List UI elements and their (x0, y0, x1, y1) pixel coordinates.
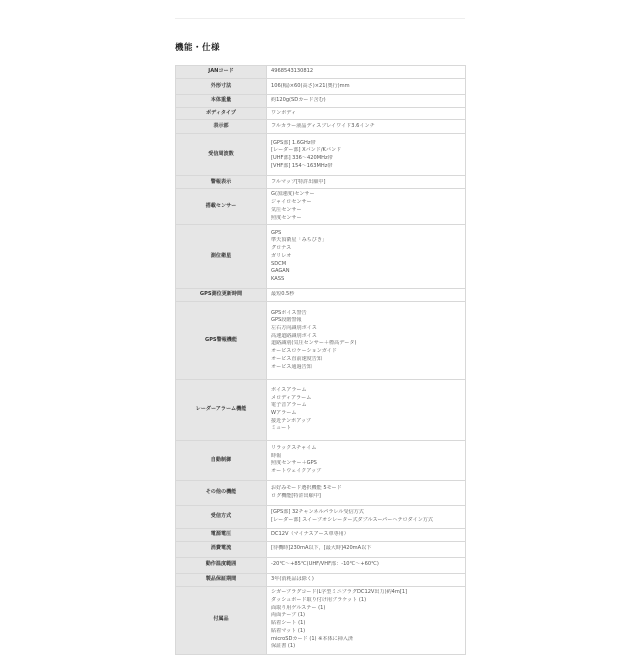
spec-row (176, 95, 466, 108)
spec-value-line: 両面テープ (1) (271, 612, 306, 619)
spec-row (176, 107, 466, 120)
spec-value-line: フルカラー液晶ディスプレイワイド3.6インチ (271, 123, 375, 130)
spec-value (267, 557, 466, 573)
spec-value-line: 時報 (271, 452, 282, 459)
spec-value-line: オービス直前速度告知 (271, 355, 322, 362)
spec-row (176, 573, 466, 586)
spec-value-line: microSDカード (1) ※本体に挿入済 (271, 635, 353, 642)
spec-row (176, 440, 466, 480)
spec-value-line: [VHF部] 154～163MHz帯 (271, 162, 333, 169)
spec-row (176, 134, 466, 176)
spec-value (267, 176, 466, 189)
spec-label: 警報表示 (176, 176, 267, 189)
spec-row (176, 557, 466, 573)
spec-row (176, 176, 466, 189)
spec-value-line: -20℃～+85℃(UHF/VHF部：-10℃～+60℃) (271, 561, 379, 568)
spec-label: 搭載センサー (176, 189, 267, 225)
spec-value-line: ガリレオ (271, 252, 292, 259)
spec-value (267, 134, 466, 176)
spec-label: 消費電流 (176, 541, 267, 557)
spec-value-line: 貼着シート (1) (271, 620, 306, 627)
spec-value-line: オービスロケーションガイド (271, 348, 337, 355)
spec-value-line: 左右方向識別ボイス (271, 325, 317, 332)
spec-label: 受信方式 (176, 505, 267, 528)
spec-value-line: G(加速度)センサー (271, 191, 315, 198)
spec-label: レーダーアラーム機能 (176, 379, 267, 440)
spec-value-line: 106(幅)×60(高さ)×21(奥行)mm (271, 82, 350, 89)
spec-value-line: 4968543130812 (271, 68, 314, 75)
spec-label: JANコード (176, 66, 267, 79)
spec-label: GPS警報機能 (176, 301, 267, 379)
spec-value (267, 95, 466, 108)
spec-value (267, 120, 466, 134)
spec-value-line: メロディアラーム (271, 394, 312, 401)
spec-value-line: ダッシュボード取り付け用ブラケット (1) (271, 597, 367, 604)
spec-value-line: 高速道路識別ボイス (271, 332, 317, 339)
spec-value-line: 照度センサー＋GPS (271, 460, 317, 467)
spec-value (267, 573, 466, 586)
spec-row (176, 301, 466, 379)
spec-value-line: GPSボイス警告 (271, 309, 307, 316)
spec-value-line: リラックスチャイム (271, 445, 317, 452)
spec-value-line: フルマップ[特許出願中] (271, 178, 326, 185)
spec-value (267, 66, 466, 79)
spec-label: 表示部 (176, 120, 267, 134)
spec-value (267, 301, 466, 379)
spec-label: 本体重量 (176, 95, 267, 108)
spec-value-line: オートウェイクアップ (271, 468, 322, 475)
spec-row (176, 66, 466, 79)
spec-row (176, 79, 466, 95)
spec-value-line: [レーダー部] スイープオシレーター式ダブルスーパーヘテロダイン方式 (271, 516, 433, 523)
spec-value (267, 79, 466, 95)
spec-row (176, 586, 466, 654)
spec-label: ボディタイプ (176, 107, 267, 120)
spec-label: 電源電圧 (176, 528, 267, 541)
spec-row (176, 505, 466, 528)
spec-value-line: 気圧センサー (271, 206, 302, 213)
spec-value-line: 接近テンポアップ (271, 417, 312, 424)
spec-label: 外形寸法 (176, 79, 267, 95)
spec-value-line: 電子音アラーム (271, 402, 307, 409)
spec-row (176, 528, 466, 541)
spec-value-line: GAGAN (271, 268, 290, 275)
spec-value-line: Wアラーム (271, 409, 297, 416)
top-divider (175, 18, 465, 19)
spec-value-line: [GPS部] 32チャンネルパラレル受信方式 (271, 509, 364, 516)
spec-label: 自動制御 (176, 440, 267, 480)
spec-value-line: お好みモード選択機能 5モード (271, 485, 342, 492)
spec-value-line: 保証書 (1) (271, 643, 296, 650)
spec-row (176, 225, 466, 289)
spec-value-line: [GPS部] 1.6GHz帯 (271, 139, 316, 146)
spec-label: 付属品 (176, 586, 267, 654)
spec-value (267, 480, 466, 505)
spec-value-line: 約120g(SDカード含む) (271, 97, 326, 103)
spec-value-line: ジャイロセンサー (271, 199, 312, 206)
spec-value-line: [UHF部] 336～420MHz帯 (271, 154, 333, 161)
spec-value-line: ボイスアラーム (271, 386, 307, 393)
spec-value (267, 541, 466, 557)
spec-value-line: SDCM (271, 260, 287, 267)
spec-label: 測位衛星 (176, 225, 267, 289)
spec-value-line: 最短0.5秒 (271, 291, 295, 298)
spec-value-line: 照度センサー (271, 214, 302, 221)
spec-value-line: KASS (271, 275, 285, 282)
spec-value (267, 225, 466, 289)
spec-value-line: [レーダー部] Xバンド/Kバンド (271, 147, 342, 154)
spec-label: 動作温度範囲 (176, 557, 267, 573)
spec-value-line: 貼着マット (1) (271, 627, 306, 634)
spec-value (267, 440, 466, 480)
spec-value (267, 189, 466, 225)
spec-value (267, 379, 466, 440)
section-title: 機能・仕様 (175, 43, 221, 53)
spec-value-line: 面取り用ゲルステー (1) (271, 604, 326, 611)
spec-value-line: オービス通過告知 (271, 363, 312, 370)
spec-value-line: [待機時]230mA以下，[最大時]420mA以下 (271, 545, 372, 552)
spec-value-line: GPS段階警報 (271, 317, 302, 324)
spec-value-line: GPS (271, 229, 282, 236)
spec-value-line: 準天頂衛星「みちびき」 (271, 237, 328, 244)
spec-label: GPS測位更新時間 (176, 289, 267, 302)
spec-row (176, 189, 466, 225)
spec-row (176, 120, 466, 134)
spec-value (267, 586, 466, 654)
spec-row (176, 379, 466, 440)
spec-value (267, 289, 466, 302)
spec-row (176, 541, 466, 557)
spec-label: 製品保証期間 (176, 573, 267, 586)
spec-row (176, 480, 466, 505)
spec-value-line: ログ機能[特許出願中] (271, 492, 321, 499)
spec-value-line: ワンボディ (271, 109, 297, 116)
spec-row (176, 289, 466, 302)
spec-value-line: 3年(消耗品は除く) (271, 575, 314, 582)
spec-table (175, 65, 466, 655)
spec-label: 受信周波数 (176, 134, 267, 176)
spec-value-line: ミュート (271, 425, 292, 432)
spec-value-line: グロナス (271, 245, 292, 252)
spec-value (267, 528, 466, 541)
spec-value (267, 505, 466, 528)
spec-value-line: 道路識別(気圧センサー＋標高データ) (271, 340, 357, 347)
spec-value (267, 107, 466, 120)
spec-label: その他の機能 (176, 480, 267, 505)
spec-value-line: DC12V（マイナスアース車専用） (271, 530, 349, 537)
spec-value-line: シガープラグコード(L字型ミニプラグDC12V出力)約4m[1] (271, 589, 408, 596)
